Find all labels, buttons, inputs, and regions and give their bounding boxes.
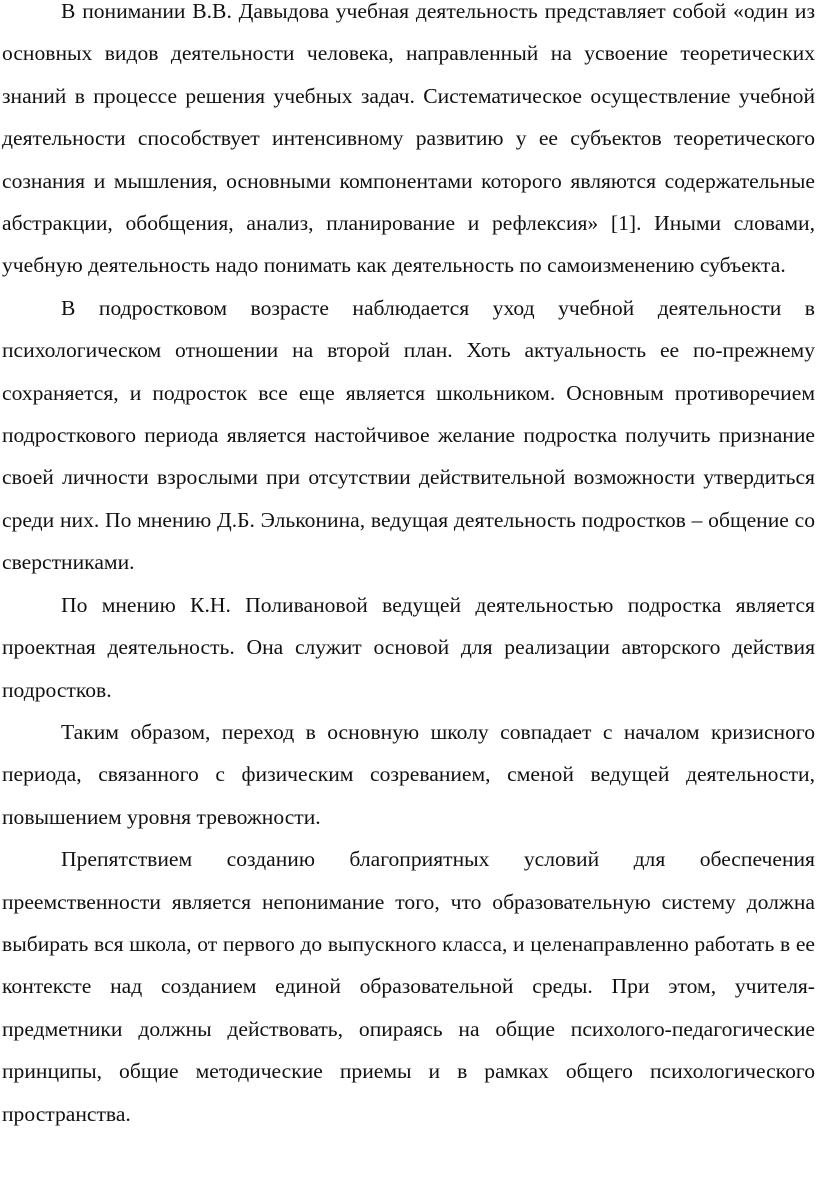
paragraph: В подростковом возрасте наблюдается уход учебной деятельности в психологическом отношении на второй план. Хоть актуальность ее по-прежнему сохраняется, и подросток все еще является школьником. Основным противоречием подросткового периода является настойчивое желание подростка получить признание своей личности взрослыми при отсутствии действительной возможности утвердиться среди них. По мнению Д.Б. Эльконина, ведущая деятельность подростков – общение со сверстниками. bbox=[2, 295, 815, 575]
paragraph: По мнению К.Н. Поливановой ведущей деятельностью подростка является проектная деятельность. Она служит основой для реализации авторского действия подростков. bbox=[2, 592, 815, 702]
paragraph: Таким образом, переход в основную школу совпадает с началом кризисного периода, связанного с физическим созреванием, сменой ведущей деятельности, повышением уровня тревожности. bbox=[2, 719, 815, 829]
paragraph: Препятствием созданию благоприятных условий для обеспечения преемственности является непонимание того, что образовательную систему должна выбирать вся школа, от первого до выпускного класса, и целенаправленно работать в ее контексте над созданием единой образовательной среды. При этом, учителя-предметники должны действовать, опираясь на общие психолого-педагогические принципы, общие методические приемы и в рамках общего психологического пространства. bbox=[2, 847, 815, 1126]
paragraph: В понимании В.В. Давыдова учебная деятельность представляет собой «один из основных видов деятельности человека, направленный на усвоение теоретических знаний в процессе решения учебных задач. Систематическое осуществление учебной деятельности способствует интенсивному развитию у ее субъектов теоретического сознания и мышления, основными компонентами которого являются содержательные абстракции, обобщения, анализ, планирование и рефлексия» [1]. Иными словами, учебную деятельность надо понимать как деятельность по самоизменению субъекта. bbox=[2, 0, 815, 278]
